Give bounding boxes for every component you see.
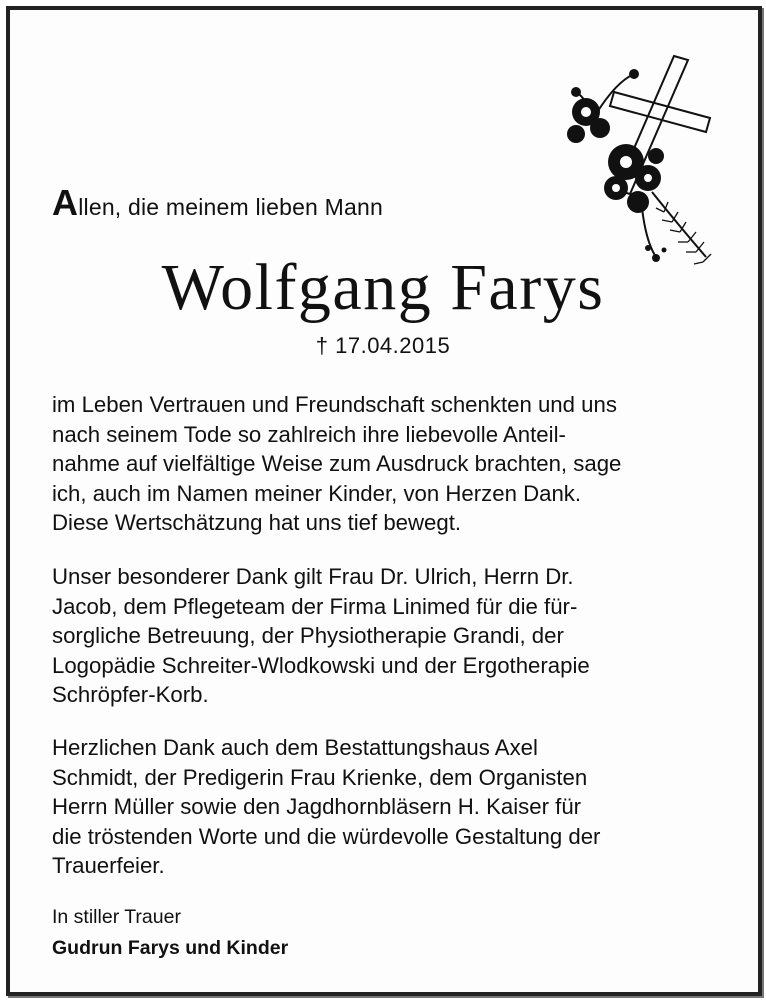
text-line: sorgliche Betreuung, der Physiotherapie Grandi, der [52, 623, 564, 648]
text-line: Unser besonderer Dank gilt Frau Dr. Ulrich, Herrn Dr. [52, 564, 574, 589]
intro-line [52, 182, 383, 224]
text-line: die tröstenden Worte und die würdevolle Gestaltung der [52, 823, 601, 849]
text-line: Herrn Müller sowie den Jagdhornbläsern H. Kaiser für [52, 794, 582, 819]
cross-with-roses-icon [556, 52, 726, 282]
death-date: † 17.04.2015 [315, 333, 451, 358]
paragraph-special-thanks [52, 562, 722, 710]
text-line: Schröpfer-Korb. [52, 682, 209, 707]
intro-initial: A [52, 182, 79, 223]
text-line: ich, auch im Namen meiner Kinder, von Herzen Dank. [52, 480, 582, 506]
text-line: nahme auf vielfältige Weise zum Ausdruck brachten, sage [52, 451, 622, 476]
text-line: Trauerfeier. [52, 853, 165, 878]
text-line: Logopädie Schreiter-Wlodkowski und der Ergotherapie [52, 652, 590, 678]
closing-line: In stiller Trauer [52, 906, 181, 928]
signature: Gudrun Farys und Kinder [52, 937, 289, 959]
deceased-name: Wolfgang Farys [161, 251, 605, 324]
text-line: nach seinem Tode so zahlreich ihre liebevolle Anteil- [52, 421, 566, 447]
closing-block [52, 902, 288, 964]
paragraph-thanks [52, 390, 722, 538]
text-line: Herzlichen Dank auch dem Bestattungshaus Axel [52, 735, 538, 760]
intro-text: llen, die meinem lieben Mann [78, 194, 383, 220]
text-line: im Leben Vertrauen und Freundschaft schenkten und uns [52, 392, 617, 417]
text-line: Jacob, dem Pflegeteam der Firma Linimed für die für- [52, 593, 578, 619]
paragraph-funeral-thanks [52, 733, 722, 881]
text-line: Diese Wertschätzung hat uns tief bewegt. [52, 510, 462, 535]
text-line: Schmidt, der Predigerin Frau Krienke, dem Organisten [52, 764, 588, 790]
